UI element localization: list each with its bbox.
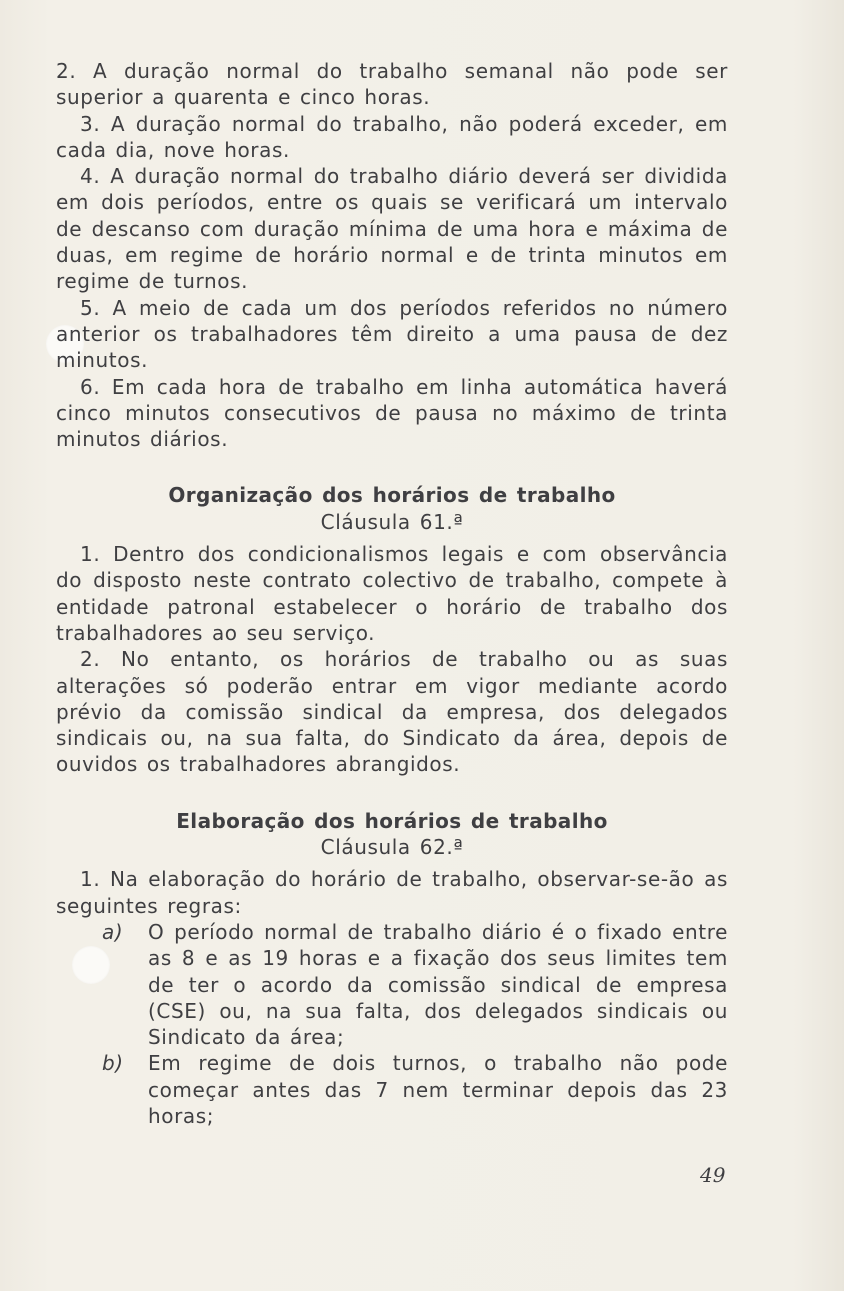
- section-heading-62: Elaboração dos horários de trabalho: [176, 808, 608, 833]
- list-item-text: Em regime de dois turnos, o trabalho não pode começar antes das 7 nem terminar depois das 23 horas;: [148, 1051, 728, 1128]
- paragraph-6: 6. Em cada hora de trabalho em linha automática haverá cinco minutos consecutivos de pausa no máximo de trinta minutos diários.: [56, 374, 728, 452]
- clause-62-title: Cláusula 62.ª: [320, 835, 464, 860]
- list-item-text: O período normal de trabalho diário é o fixado entre as 8 e as 19 horas e a fixação dos seus limites tem de ter o acordo da comissão sindical de empresa (CSE) ou, na sua falta, dos delegados sindicais ou Sindicato da área;: [148, 919, 728, 1050]
- list-item-label: a): [102, 919, 124, 944]
- paragraph-5: 5. A meio de cada um dos períodos referidos no número anterior os trabalhadores têm direito a uma pausa de dez minutos.: [56, 295, 728, 373]
- clause-61-title: Cláusula 61.ª: [320, 509, 464, 534]
- clause-62-intro: 1. Na elaboração do horário de trabalho, observar-se-ão as seguintes regras:: [56, 867, 728, 918]
- page-number: 49: [700, 1163, 726, 1187]
- list-item-label: b): [102, 1051, 124, 1076]
- paragraph-2: 2. A duração normal do trabalho semanal não pode ser superior a quarenta e cinco horas.: [56, 59, 728, 110]
- list-item-b: [56, 1050, 728, 1129]
- list-item-a: [56, 919, 728, 1050]
- clause-61-paragraph-1: 1. Dentro dos condicionalismos legais e com observância do disposto neste contrato colectivo de trabalho, compete à entidade patronal estabelecer o horário de trabalho dos trabalhadores ao seu serviço.: [56, 542, 728, 645]
- page-text: [56, 58, 728, 1129]
- clause-61-paragraph-2: 2. No entanto, os horários de trabalho ou as suas alterações só poderão entrar em vigor mediante acordo prévio da comissão sindical da empresa, dos delegados sindicais ou, na sua falta, do Sindicato da área, depois de ouvidos os trabalhadores abrangidos.: [56, 647, 728, 777]
- paragraph-3: 3. A duração normal do trabalho, não poderá exceder, em cada dia, nove horas.: [56, 111, 728, 162]
- paragraph-4: 4. A duração normal do trabalho diário deverá ser dividida em dois períodos, entre os quais se verificará um intervalo de descanso com duração mínima de uma hora e máxima de duas, em regime de horário normal e de trinta minutos em regime de turnos.: [56, 164, 728, 294]
- section-heading-61: Organização dos horários de trabalho: [168, 483, 616, 508]
